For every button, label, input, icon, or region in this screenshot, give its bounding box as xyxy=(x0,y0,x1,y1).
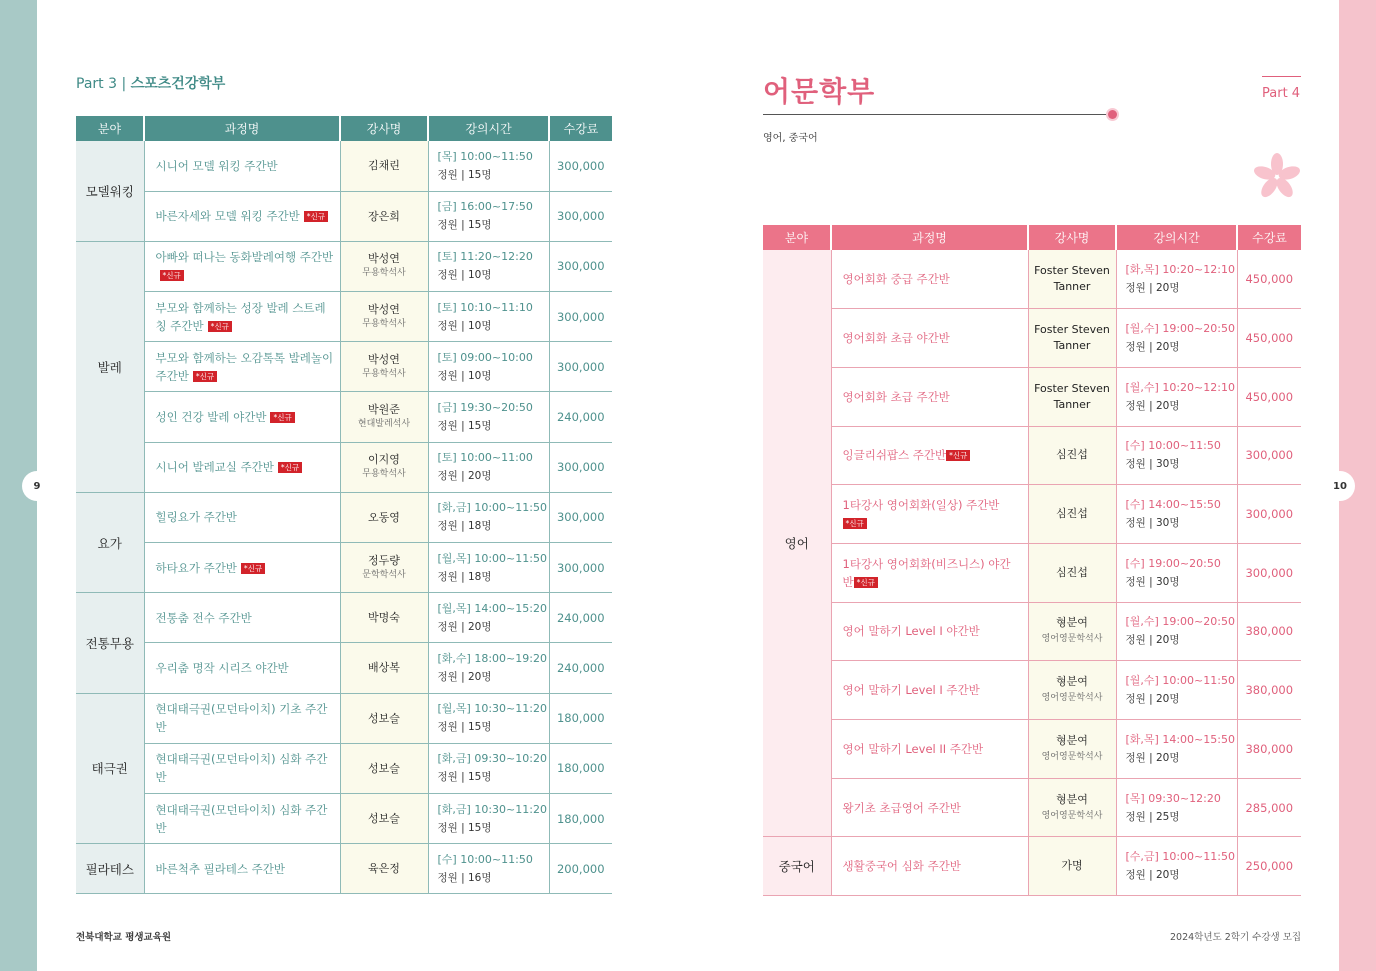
schedule-cell xyxy=(428,743,549,793)
instructor-name: Foster Steven Tanner xyxy=(1034,323,1110,353)
course-name: 시니어 발레교실 주간반 xyxy=(155,460,274,475)
capacity: 정원 | 20명 xyxy=(1125,751,1180,764)
fee-cell: 300,000 xyxy=(549,292,612,342)
course-name: 성인 건강 발레 야간반 xyxy=(155,410,267,425)
schedule-time: [수] 14:00~15:50 xyxy=(1125,498,1221,512)
table-row xyxy=(763,543,1301,602)
course-name-cell xyxy=(144,743,340,793)
schedule-time: [월,목] 10:00~11:50 xyxy=(437,551,547,565)
schedule-cell xyxy=(1116,309,1237,368)
fee-cell: 300,000 xyxy=(549,191,612,241)
fee-cell: 300,000 xyxy=(549,241,612,291)
fee-cell: 250,000 xyxy=(1237,837,1301,896)
dept-title: 어문학부 xyxy=(763,75,876,108)
field-cell: 중국어 xyxy=(763,837,831,896)
course-name: 잉글리쉬팝스 주간반 xyxy=(842,448,947,463)
capacity: 정원 | 20명 xyxy=(1125,634,1180,647)
instructor-name: 심진섭 xyxy=(1056,448,1088,462)
field-cell: 모델워킹 xyxy=(76,141,144,241)
instructor-cell xyxy=(340,593,428,643)
schedule-time: [월,목] 10:30~11:20 xyxy=(437,702,547,716)
instructor-cell xyxy=(1028,426,1116,485)
new-badge: *신규 xyxy=(208,321,232,332)
instructor-cell xyxy=(1028,367,1116,426)
table-row xyxy=(76,191,612,241)
schedule-time: [토] 11:20~12:20 xyxy=(437,250,533,264)
fee-cell: 240,000 xyxy=(549,593,612,643)
course-name-cell xyxy=(144,392,340,442)
table-row xyxy=(763,426,1301,485)
fee-cell: 380,000 xyxy=(1237,661,1301,720)
capacity: 정원 | 20명 xyxy=(437,670,492,683)
schedule-time: [수] 10:00~11:50 xyxy=(1125,439,1221,453)
course-name: 부모와 함께하는 오감톡톡 발레놀이 주간반 xyxy=(155,350,334,383)
footer-institution: 전북대학교 평생교육원 xyxy=(76,932,172,943)
instructor-name: 박성연 xyxy=(368,302,400,316)
course-name-cell xyxy=(831,720,1028,779)
field-cell: 발레 xyxy=(76,241,144,492)
instructor-cell xyxy=(1028,602,1116,661)
instructor-cell xyxy=(340,844,428,894)
instructor-degree: 문학학석사 xyxy=(362,569,406,580)
table-row xyxy=(76,342,612,392)
new-badge: *신규 xyxy=(304,211,328,222)
schedule-time: [토] 10:10~11:10 xyxy=(437,300,533,314)
capacity: 정원 | 25명 xyxy=(1125,810,1180,823)
header-field: 분야 xyxy=(763,225,831,250)
course-name: 시니어 모델 워킹 주간반 xyxy=(155,158,278,173)
capacity: 정원 | 30명 xyxy=(1125,575,1180,588)
course-name: 바른자세와 모델 워킹 주간반 xyxy=(155,209,300,224)
header-field: 분야 xyxy=(76,116,144,141)
table-row xyxy=(76,141,612,191)
new-badge: *신규 xyxy=(278,462,302,473)
capacity: 정원 | 15명 xyxy=(437,821,492,834)
schedule-time: [수,금] 10:00~11:50 xyxy=(1125,850,1235,864)
field-cell: 전통무용 xyxy=(76,593,144,693)
part4-rule xyxy=(1262,76,1301,77)
fee-cell: 300,000 xyxy=(1237,543,1301,602)
fee-cell: 450,000 xyxy=(1237,367,1301,426)
instructor-cell xyxy=(340,543,428,593)
instructor-name: 박명숙 xyxy=(368,611,400,625)
capacity: 정원 | 15명 xyxy=(437,168,492,181)
fee-cell: 240,000 xyxy=(549,643,612,693)
course-name-cell xyxy=(831,837,1028,896)
schedule-cell xyxy=(1116,367,1237,426)
course-name: 1타강사 영어회화(비즈니스) 야간반 xyxy=(842,556,1011,589)
schedule-time: [목] 09:30~12:20 xyxy=(1125,791,1221,805)
course-name: 1타강사 영어회화(일상) 주간반 xyxy=(842,498,1000,513)
instructor-name: 오동영 xyxy=(368,510,400,524)
instructor-cell xyxy=(340,141,428,191)
table-row xyxy=(76,593,612,643)
field-cell: 태극권 xyxy=(76,693,144,844)
instructor-degree: 무용학석사 xyxy=(362,469,406,480)
instructor-name: Foster Steven Tanner xyxy=(1034,381,1110,411)
course-name-cell xyxy=(831,778,1028,837)
flower-icon xyxy=(1252,152,1302,202)
course-name: 우리춤 명작 시리즈 야간반 xyxy=(155,660,289,675)
course-name: 하타요가 주간반 xyxy=(155,560,237,575)
instructor-cell xyxy=(340,191,428,241)
title-dot xyxy=(1108,110,1117,119)
capacity: 정원 | 15명 xyxy=(437,219,492,232)
instructor-cell xyxy=(1028,837,1116,896)
course-name: 현대태극권(모던타이치) 심화 주간반 xyxy=(155,802,328,835)
instructor-cell xyxy=(1028,778,1116,837)
table-header-row xyxy=(76,116,612,141)
title-underline xyxy=(763,114,1110,115)
header-time: 강의시간 xyxy=(1116,225,1237,250)
header-instructor: 강사명 xyxy=(1028,225,1116,250)
course-name: 영어회화 초급 야간반 xyxy=(842,331,950,346)
field-cell: 요가 xyxy=(76,492,144,592)
schedule-time: [화,금] 09:30~10:20 xyxy=(437,752,547,766)
instructor-name: 형분여 xyxy=(1056,733,1088,747)
course-name-cell xyxy=(144,292,340,342)
course-name: 영어회화 중급 주간반 xyxy=(842,272,950,287)
header-fee: 수강료 xyxy=(549,116,612,141)
course-name-cell xyxy=(831,250,1028,309)
table-row xyxy=(76,643,612,693)
instructor-degree: 무용학석사 xyxy=(362,318,406,329)
instructor-name: Foster Steven Tanner xyxy=(1034,264,1110,294)
instructor-cell xyxy=(340,693,428,743)
schedule-time: [금] 16:00~17:50 xyxy=(437,200,533,214)
course-name-cell xyxy=(144,593,340,643)
fee-cell: 180,000 xyxy=(549,793,612,843)
instructor-name: 김채린 xyxy=(368,159,400,173)
instructor-cell xyxy=(1028,309,1116,368)
instructor-degree: 영어영문학석사 xyxy=(1041,810,1103,821)
instructor-name: 정두량 xyxy=(368,553,400,567)
instructor-cell xyxy=(340,643,428,693)
instructor-name: 형분여 xyxy=(1056,675,1088,689)
capacity: 정원 | 20명 xyxy=(437,620,492,633)
part3-title xyxy=(76,73,225,93)
new-badge: *신규 xyxy=(160,270,184,281)
course-name-cell xyxy=(831,367,1028,426)
instructor-degree: 영어영문학석사 xyxy=(1041,751,1103,762)
new-badge: *신규 xyxy=(946,450,970,461)
course-name-cell xyxy=(144,191,340,241)
page-number-right: 10 xyxy=(1325,471,1355,501)
table-row xyxy=(76,543,612,593)
course-name: 전통춤 전수 주간반 xyxy=(155,610,252,625)
table-row xyxy=(763,367,1301,426)
capacity: 정원 | 10명 xyxy=(437,319,492,332)
page-number-left: 9 xyxy=(22,471,52,501)
course-name-cell xyxy=(831,661,1028,720)
schedule-cell xyxy=(428,141,549,191)
fee-cell: 300,000 xyxy=(549,141,612,191)
course-name-cell xyxy=(144,793,340,843)
instructor-cell xyxy=(340,292,428,342)
schedule-time: [화,금] 10:00~11:50 xyxy=(437,501,547,515)
header-course: 과정명 xyxy=(144,116,340,141)
course-name: 현대태극권(모던타이치) 심화 주간반 xyxy=(155,752,328,785)
instructor-degree: 무용학석사 xyxy=(362,368,406,379)
instructor-cell xyxy=(1028,485,1116,544)
table-row xyxy=(763,602,1301,661)
instructor-name: 박원준 xyxy=(368,403,400,417)
table-row xyxy=(76,392,612,442)
capacity: 정원 | 10명 xyxy=(437,369,492,382)
instructor-name: 형분여 xyxy=(1056,616,1088,630)
instructor-degree: 무용학석사 xyxy=(362,268,406,279)
instructor-name: 성보슬 xyxy=(368,711,400,725)
instructor-name: 이지영 xyxy=(368,453,400,467)
course-name-cell xyxy=(831,485,1028,544)
table-row xyxy=(763,720,1301,779)
table-row xyxy=(76,793,612,843)
capacity: 정원 | 30명 xyxy=(1125,458,1180,471)
schedule-cell xyxy=(428,793,549,843)
course-name: 생활중국어 심화 주간반 xyxy=(842,859,961,874)
schedule-cell xyxy=(428,492,549,542)
instructor-degree: 영어영문학석사 xyxy=(1041,693,1103,704)
part3-label: Part 3 | xyxy=(76,76,127,92)
fee-cell: 300,000 xyxy=(1237,485,1301,544)
table-header-row xyxy=(763,225,1301,250)
table-row xyxy=(76,743,612,793)
course-name: 영어 말하기 Level I 주간반 xyxy=(842,683,980,698)
table-row xyxy=(763,661,1301,720)
schedule-cell xyxy=(428,191,549,241)
capacity: 정원 | 15명 xyxy=(437,721,492,734)
instructor-cell xyxy=(1028,250,1116,309)
capacity: 정원 | 20명 xyxy=(1125,693,1180,706)
schedule-cell xyxy=(1116,602,1237,661)
instructor-cell xyxy=(340,492,428,542)
fee-cell: 300,000 xyxy=(549,543,612,593)
capacity: 정원 | 18명 xyxy=(437,520,492,533)
fee-cell: 300,000 xyxy=(549,492,612,542)
table-row xyxy=(763,309,1301,368)
fee-cell: 300,000 xyxy=(549,442,612,492)
instructor-cell xyxy=(340,793,428,843)
new-badge: *신규 xyxy=(241,563,265,574)
part4-label: Part 4 xyxy=(1262,86,1301,101)
schedule-time: [월,수] 10:20~12:10 xyxy=(1125,380,1235,394)
instructor-cell xyxy=(1028,661,1116,720)
fee-cell: 180,000 xyxy=(549,693,612,743)
schedule-time: [화,금] 10:30~11:20 xyxy=(437,802,547,816)
capacity: 정원 | 16명 xyxy=(437,871,492,884)
schedule-cell xyxy=(428,392,549,442)
table-row xyxy=(76,292,612,342)
new-badge: *신규 xyxy=(270,412,294,423)
capacity: 정원 | 20명 xyxy=(1125,869,1180,882)
fee-cell: 380,000 xyxy=(1237,720,1301,779)
new-badge: *신규 xyxy=(193,371,217,382)
table-row xyxy=(763,837,1301,896)
schedule-time: [목] 10:00~11:50 xyxy=(437,149,533,163)
schedule-time: [월,수] 19:00~20:50 xyxy=(1125,322,1235,336)
instructor-name: 박성연 xyxy=(368,352,400,366)
instructor-cell xyxy=(340,241,428,291)
sports-course-table xyxy=(76,116,612,894)
fee-cell: 300,000 xyxy=(549,342,612,392)
instructor-name: 배상복 xyxy=(368,661,400,675)
schedule-time: [화,목] 10:20~12:10 xyxy=(1125,263,1235,277)
schedule-cell xyxy=(1116,250,1237,309)
schedule-cell xyxy=(1116,426,1237,485)
table-row xyxy=(763,250,1301,309)
course-name-cell xyxy=(144,342,340,392)
course-name-cell xyxy=(144,141,340,191)
course-name-cell xyxy=(831,426,1028,485)
schedule-cell xyxy=(1116,485,1237,544)
instructor-cell xyxy=(340,442,428,492)
course-name: 영어 말하기 Level II 주간반 xyxy=(842,741,984,756)
schedule-time: [화,목] 14:00~15:50 xyxy=(1125,732,1235,746)
course-name: 현대태극권(모던타이치) 기초 주간반 xyxy=(155,702,328,735)
schedule-time: [월,수] 19:00~20:50 xyxy=(1125,615,1235,629)
header-fee: 수강료 xyxy=(1237,225,1301,250)
capacity: 정원 | 15명 xyxy=(437,771,492,784)
fee-cell: 240,000 xyxy=(549,392,612,442)
schedule-cell xyxy=(428,241,549,291)
capacity: 정원 | 18명 xyxy=(437,570,492,583)
schedule-time: [월,목] 14:00~15:20 xyxy=(437,601,547,615)
instructor-cell xyxy=(340,392,428,442)
header-instructor: 강사명 xyxy=(340,116,428,141)
instructor-name: 장은희 xyxy=(368,209,400,223)
schedule-time: [토] 10:00~11:00 xyxy=(437,451,533,465)
capacity: 정원 | 20명 xyxy=(437,470,492,483)
instructor-name: 형분여 xyxy=(1056,792,1088,806)
course-name: 바른척추 필라테스 주간반 xyxy=(155,861,286,876)
schedule-cell xyxy=(1116,720,1237,779)
course-name-cell xyxy=(831,309,1028,368)
schedule-time: [수] 19:00~20:50 xyxy=(1125,556,1221,570)
schedule-time: [금] 19:30~20:50 xyxy=(437,401,533,415)
schedule-time: [토] 09:00~10:00 xyxy=(437,350,533,364)
course-name: 힐링요가 주간반 xyxy=(155,510,237,525)
course-name-cell xyxy=(144,241,340,291)
course-name-cell xyxy=(144,442,340,492)
course-name: 아빠와 떠나는 동화발레여행 주간반 xyxy=(155,250,334,265)
fee-cell: 300,000 xyxy=(1237,426,1301,485)
field-cell: 필라테스 xyxy=(76,844,144,894)
schedule-cell xyxy=(428,342,549,392)
fee-cell: 285,000 xyxy=(1237,778,1301,837)
fee-cell: 200,000 xyxy=(549,844,612,894)
instructor-name: 성보슬 xyxy=(368,761,400,775)
language-course-table xyxy=(763,225,1301,896)
schedule-cell xyxy=(428,693,549,743)
course-name: 왕기초 초급영어 주간반 xyxy=(842,800,961,815)
table-row xyxy=(76,492,612,542)
header-time: 강의시간 xyxy=(428,116,549,141)
capacity: 정원 | 30명 xyxy=(1125,517,1180,530)
course-name: 영어 말하기 Level I 야간반 xyxy=(842,624,980,639)
schedule-cell xyxy=(1116,778,1237,837)
course-name-cell xyxy=(831,543,1028,602)
instructor-name: 가명 xyxy=(1061,859,1083,873)
instructor-name: 성보슬 xyxy=(368,812,400,826)
table-row xyxy=(76,241,612,291)
capacity: 정원 | 10명 xyxy=(437,269,492,282)
fee-cell: 450,000 xyxy=(1237,309,1301,368)
part3-dept-name: 스포츠건강학부 xyxy=(130,76,226,92)
course-name-cell xyxy=(144,693,340,743)
schedule-cell xyxy=(428,643,549,693)
capacity: 정원 | 20명 xyxy=(1125,399,1180,412)
schedule-time: [수] 10:00~11:50 xyxy=(437,852,533,866)
instructor-cell xyxy=(1028,720,1116,779)
table-row xyxy=(76,442,612,492)
course-name: 영어회화 초급 주간반 xyxy=(842,389,950,404)
course-name-cell xyxy=(831,602,1028,661)
capacity: 정원 | 20명 xyxy=(1125,341,1180,354)
schedule-cell xyxy=(428,543,549,593)
dept-subtitle: 영어, 중국어 xyxy=(763,133,818,144)
new-badge: *신규 xyxy=(854,577,878,588)
instructor-name: 심진섭 xyxy=(1056,565,1088,579)
instructor-name: 심진섭 xyxy=(1056,507,1088,521)
footer-semester: 2024학년도 2학기 수강생 모집 xyxy=(1170,932,1302,943)
table-row xyxy=(763,778,1301,837)
course-name-cell xyxy=(144,643,340,693)
new-badge: *신규 xyxy=(843,518,867,529)
schedule-cell xyxy=(1116,837,1237,896)
instructor-degree: 영어영문학석사 xyxy=(1041,634,1103,645)
schedule-cell xyxy=(428,844,549,894)
table-row xyxy=(763,485,1301,544)
course-name-cell xyxy=(144,844,340,894)
schedule-time: [월,수] 10:00~11:50 xyxy=(1125,674,1235,688)
instructor-name: 육은정 xyxy=(368,862,400,876)
field-cell: 영어 xyxy=(763,250,831,837)
instructor-cell xyxy=(1028,543,1116,602)
table-row xyxy=(76,844,612,894)
capacity: 정원 | 15명 xyxy=(437,420,492,433)
instructor-name: 박성연 xyxy=(368,252,400,266)
course-name: 부모와 함께하는 성장 발레 스트레칭 주간반 xyxy=(155,300,326,333)
fee-cell: 380,000 xyxy=(1237,602,1301,661)
schedule-time: [화,수] 18:00~19:20 xyxy=(437,651,547,665)
instructor-cell xyxy=(340,342,428,392)
schedule-cell xyxy=(428,442,549,492)
course-name-cell xyxy=(144,543,340,593)
schedule-cell xyxy=(428,593,549,643)
fee-cell: 180,000 xyxy=(549,743,612,793)
course-name-cell xyxy=(144,492,340,542)
schedule-cell xyxy=(1116,661,1237,720)
instructor-cell xyxy=(340,743,428,793)
table-row xyxy=(76,693,612,743)
schedule-cell xyxy=(428,292,549,342)
instructor-degree: 현대발레석사 xyxy=(357,419,411,430)
schedule-cell xyxy=(1116,543,1237,602)
fee-cell: 450,000 xyxy=(1237,250,1301,309)
capacity: 정원 | 20명 xyxy=(1125,282,1180,295)
header-course: 과정명 xyxy=(831,225,1028,250)
